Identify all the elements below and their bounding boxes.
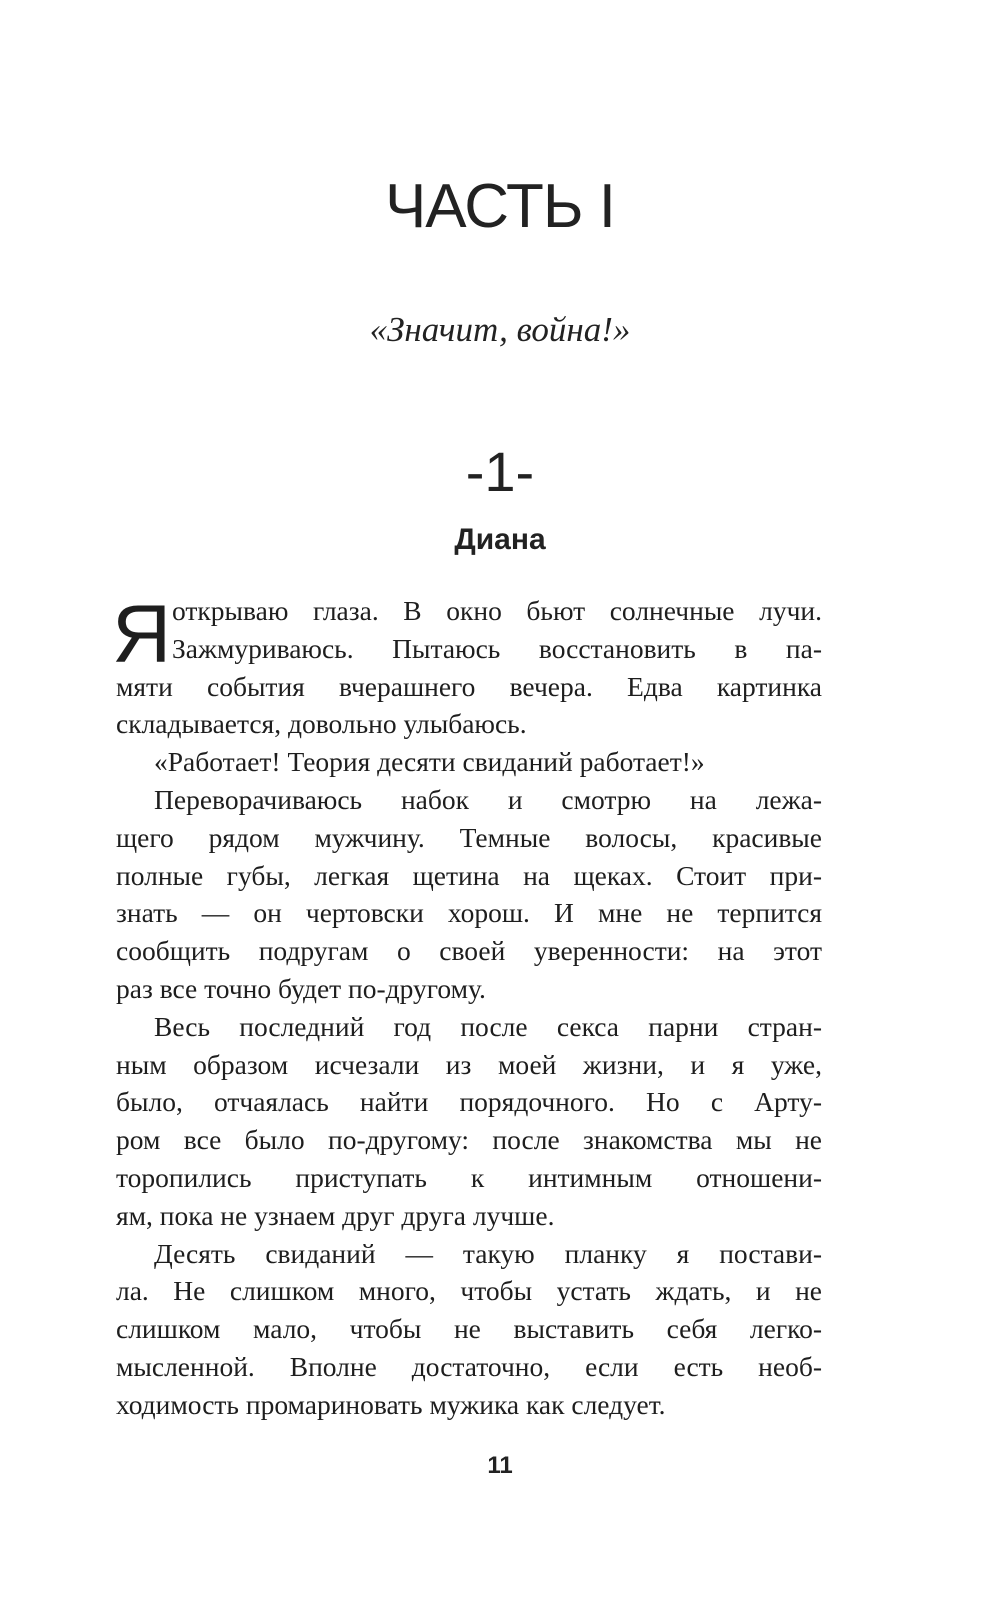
text-line: торопились приступать к интимным отношени- <box>116 1161 822 1193</box>
part-subtitle: «Значит, война!» <box>369 310 631 349</box>
text-line: было, отчаялась найти порядочного. Но с Арту- <box>116 1086 822 1118</box>
text-line: Десять свиданий — такую планку я постави- <box>154 1237 822 1269</box>
text-line: открываю глаза. В окно бьют солнечные лучи. <box>172 595 822 626</box>
text-line: мяти события вчерашнего вечера. Едва картинка <box>116 670 822 702</box>
text-line: ям, пока не узнаем друг друга лучше. <box>116 1199 555 1231</box>
text-line: «Работает! Теория десяти свиданий работает!» <box>154 746 705 778</box>
body-text <box>116 592 822 1424</box>
chapter-title: Диана <box>454 523 546 556</box>
text-line: слишком мало, чтобы не выставить себя легко- <box>116 1313 822 1345</box>
drop-cap: Я <box>112 589 172 680</box>
text-line: раз все точно будет по-другому. <box>116 972 486 1004</box>
text-line: полные губы, легкая щетина на щеках. Стоит при- <box>116 859 822 891</box>
part-title: ЧАСТЬ I <box>384 172 616 241</box>
text-line: сообщить подругам о своей уверенности: на этот <box>116 935 822 967</box>
chapter-number: -1- <box>465 440 535 503</box>
text-line: складывается, довольно улыбаюсь. <box>116 708 527 740</box>
text-line: ром все было по-другому: после знакомства мы не <box>116 1124 822 1156</box>
text-line: ным образом исчезали из моей жизни, и я уже, <box>116 1048 822 1080</box>
page-number: 11 <box>487 1452 513 1479</box>
text-line: знать — он чертовски хорош. И мне не терпится <box>116 897 822 929</box>
text-line: мысленной. Вполне достаточно, если есть необ- <box>116 1350 822 1382</box>
text-line: щего рядом мужчину. Темные волосы, красивые <box>116 821 822 853</box>
text-line: Переворачиваюсь набок и смотрю на лежа- <box>154 783 822 815</box>
text-line: Зажмуриваюсь. Пытаюсь восстановить в па- <box>172 632 822 664</box>
text-line: Весь последний год после секса парни стран- <box>154 1010 822 1042</box>
text-line: ла. Не слишком много, чтобы устать ждать, и не <box>116 1275 822 1307</box>
text-line: ходимость промариновать мужика как следует. <box>116 1388 666 1420</box>
